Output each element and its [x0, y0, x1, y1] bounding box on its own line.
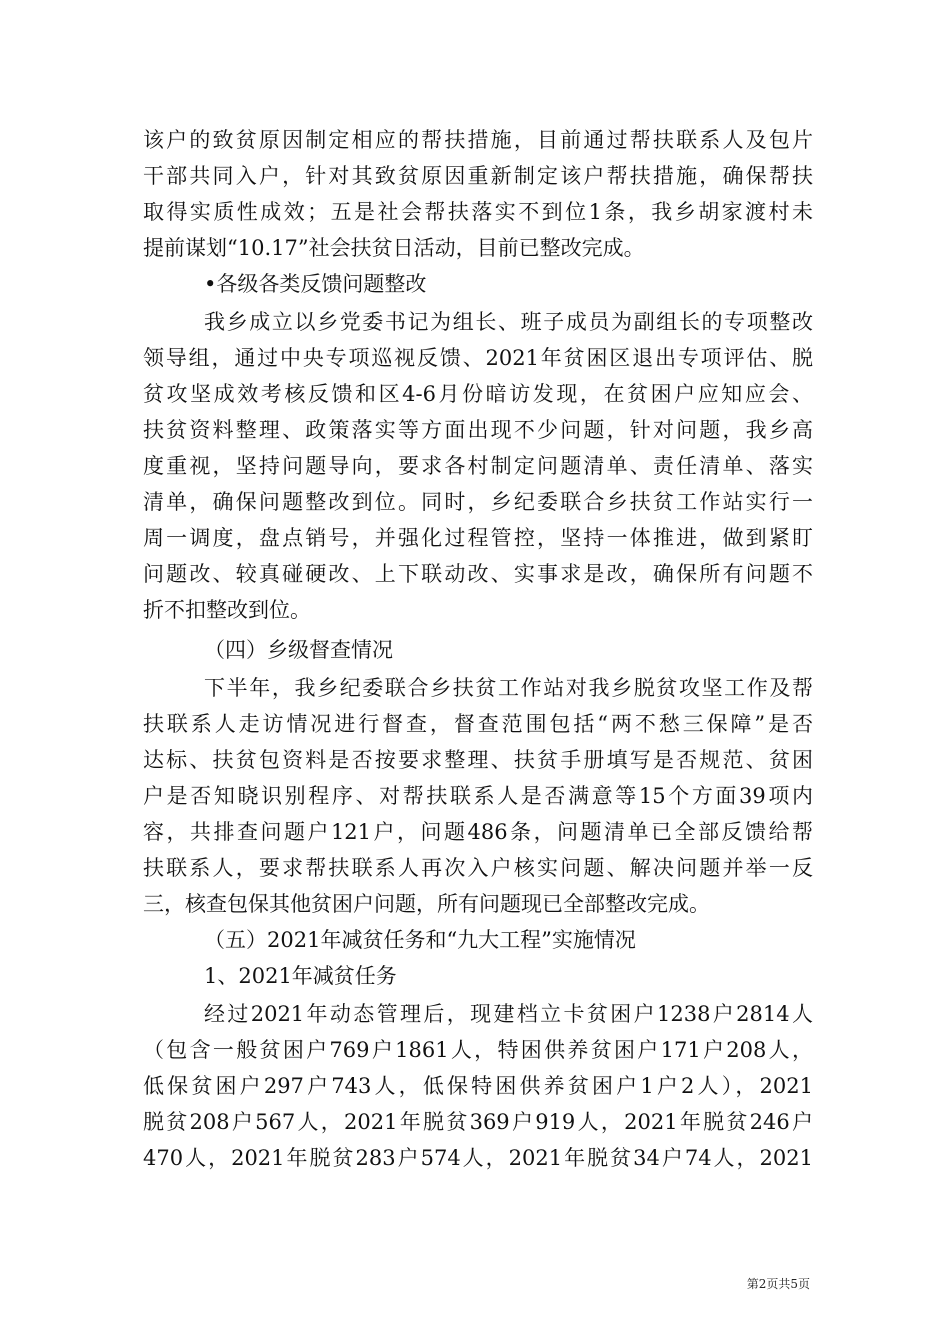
section-heading-poverty-reduction: （五）2021年减贫任务和“九大工程”实施情况 — [204, 928, 636, 952]
page-number-footer: 第2页共5页 — [746, 1277, 810, 1291]
paragraph-3-line-1: 下半年，我乡纪委联合乡扶贫工作站对我乡脱贫攻坚工作及帮 — [204, 676, 813, 700]
paragraph-4-line-1: 经过2021年动态管理后，现建档立卡贫困户1238户2814人 — [204, 1002, 813, 1026]
paragraph-2-line-1: 我乡成立以乡党委书记为组长、班子成员为副组长的专项整改 — [204, 310, 813, 334]
paragraph-3-line-6: 扶联系人，要求帮扶联系人再次入户核实问题、解决问题并举一反 — [143, 856, 813, 880]
paragraph-1-line-3: 取得实质性成效；五是社会帮扶落实不到位1条，我乡胡家渡村未 — [143, 200, 813, 224]
paragraph-2-line-7: 周一调度，盘点销号，并强化过程管控，坚持一体推进，做到紧盯 — [143, 526, 813, 550]
paragraph-4-line-4: 脱贫208户567人，2021年脱贫369户919人，2021年脱贫246户 — [143, 1110, 813, 1134]
paragraph-3-line-2: 扶联系人走访情况进行督查，督查范围包括“两不愁三保障”是否 — [143, 712, 813, 736]
paragraph-2-line-8: 问题改、较真碰硬改、上下联动改、实事求是改，确保所有问题不 — [143, 562, 813, 586]
paragraph-3-line-3: 达标、扶贫包资料是否按要求整理、扶贫手册填写是否规范、贫困 — [143, 748, 813, 772]
paragraph-4-line-5: 470人，2021年脱贫283户574人，2021年脱贫34户74人，2021 — [143, 1146, 813, 1170]
paragraph-2-line-5: 度重视，坚持问题导向，要求各村制定问题清单、责任清单、落实 — [143, 454, 813, 478]
subsection-heading-2021-tasks: 1、2021年减贫任务 — [204, 964, 397, 988]
paragraph-1-line-1: 该户的致贫原因制定相应的帮扶措施，目前通过帮扶联系人及包片 — [143, 128, 813, 152]
paragraph-3-line-5: 容，共排查问题户121户，问题486条，问题清单已全部反馈给帮 — [143, 820, 813, 844]
paragraph-3-line-7: 三，核查包保其他贫困户问题，所有问题现已全部整改完成。 — [143, 892, 710, 916]
paragraph-2-line-3: 贫攻坚成效考核反馈和区4-6月份暗访发现，在贫困户应知应会、 — [143, 382, 813, 406]
paragraph-2-line-9: 折不扣整改到位。 — [143, 598, 311, 622]
paragraph-4-line-3: 低保贫困户297户743人，低保特困供养贫困户1户2人），2021 — [143, 1074, 813, 1098]
section-heading-township-inspection: （四）乡级督查情况 — [204, 638, 393, 662]
paragraph-3-line-4: 户是否知晓识别程序、对帮扶联系人是否满意等15个方面39项内 — [143, 784, 813, 808]
paragraph-1-line-2: 干部共同入户，针对其致贫原因重新制定该户帮扶措施，确保帮扶 — [143, 164, 813, 188]
paragraph-2-line-2: 领导组，通过中央专项巡视反馈、2021年贫困区退出专项评估、脱 — [143, 346, 813, 370]
paragraph-4-line-2: （包含一般贫困户769户1861人，特困供养贫困户171户208人， — [143, 1038, 813, 1062]
paragraph-1-line-4: 提前谋划“10.17”社会扶贫日活动，目前已整改完成。 — [143, 236, 645, 260]
paragraph-2-line-6: 清单，确保问题整改到位。同时，乡纪委联合乡扶贫工作站实行一 — [143, 490, 813, 514]
paragraph-2-line-4: 扶贫资料整理、政策落实等方面出现不少问题，针对问题，我乡高 — [143, 418, 813, 442]
section-heading-feedback: •各级各类反馈问题整改 — [204, 272, 427, 296]
